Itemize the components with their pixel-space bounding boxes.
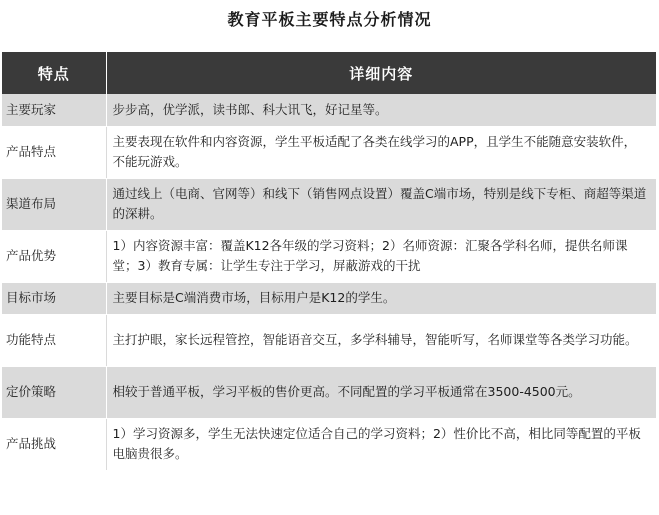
feature-cell: 定价策略 <box>2 366 106 418</box>
feature-cell: 目标市场 <box>2 282 106 314</box>
table-row <box>2 366 656 418</box>
feature-cell: 主要玩家 <box>2 94 106 126</box>
table-row <box>2 94 656 126</box>
feature-cell: 产品挑战 <box>2 418 106 470</box>
detail-cell: 相较于普通平板，学习平板的售价更高。不同配置的学习平板通常在3500-4500元。 <box>106 366 656 418</box>
table-header-row <box>2 52 656 94</box>
table-row <box>2 314 656 366</box>
table-row <box>2 126 656 178</box>
feature-cell: 功能特点 <box>2 314 106 366</box>
detail-cell: 1）内容资源丰富：覆盖K12各年级的学习资料；2）名师资源：汇聚各学科名师，提供名师课堂；3）教育专属：让学生专注于学习，屏蔽游戏的干扰 <box>106 230 656 282</box>
feature-cell: 产品优势 <box>2 230 106 282</box>
feature-table <box>2 52 657 471</box>
detail-cell: 主要表现在软件和内容资源，学生平板适配了各类在线学习的APP，且学生不能随意安装软件，不能玩游戏。 <box>106 126 656 178</box>
detail-cell: 步步高，优学派，读书郎、科大讯飞，好记星等。 <box>106 94 656 126</box>
table-row <box>2 282 656 314</box>
header-detail: 详细内容 <box>106 52 656 94</box>
table-row <box>2 178 656 230</box>
table-row <box>2 418 656 470</box>
detail-cell: 主打护眼，家长远程管控，智能语音交互，多学科辅导，智能听写，名师课堂等各类学习功能。 <box>106 314 656 366</box>
feature-cell: 渠道布局 <box>2 178 106 230</box>
feature-cell: 产品特点 <box>2 126 106 178</box>
detail-cell: 1）学习资源多，学生无法快速定位适合自己的学习资料；2）性价比不高，相比同等配置的平板电脑贵很多。 <box>106 418 656 470</box>
detail-cell: 主要目标是C端消费市场，目标用户是K12的学生。 <box>106 282 656 314</box>
page-title: 教育平板主要特点分析情况 <box>227 10 432 29</box>
detail-cell: 通过线上（电商、官网等）和线下（销售网点设置）覆盖C端市场，特别是线下专柜、商超等渠道的深耕。 <box>106 178 656 230</box>
table-row <box>2 230 656 282</box>
header-feature: 特点 <box>2 52 106 94</box>
